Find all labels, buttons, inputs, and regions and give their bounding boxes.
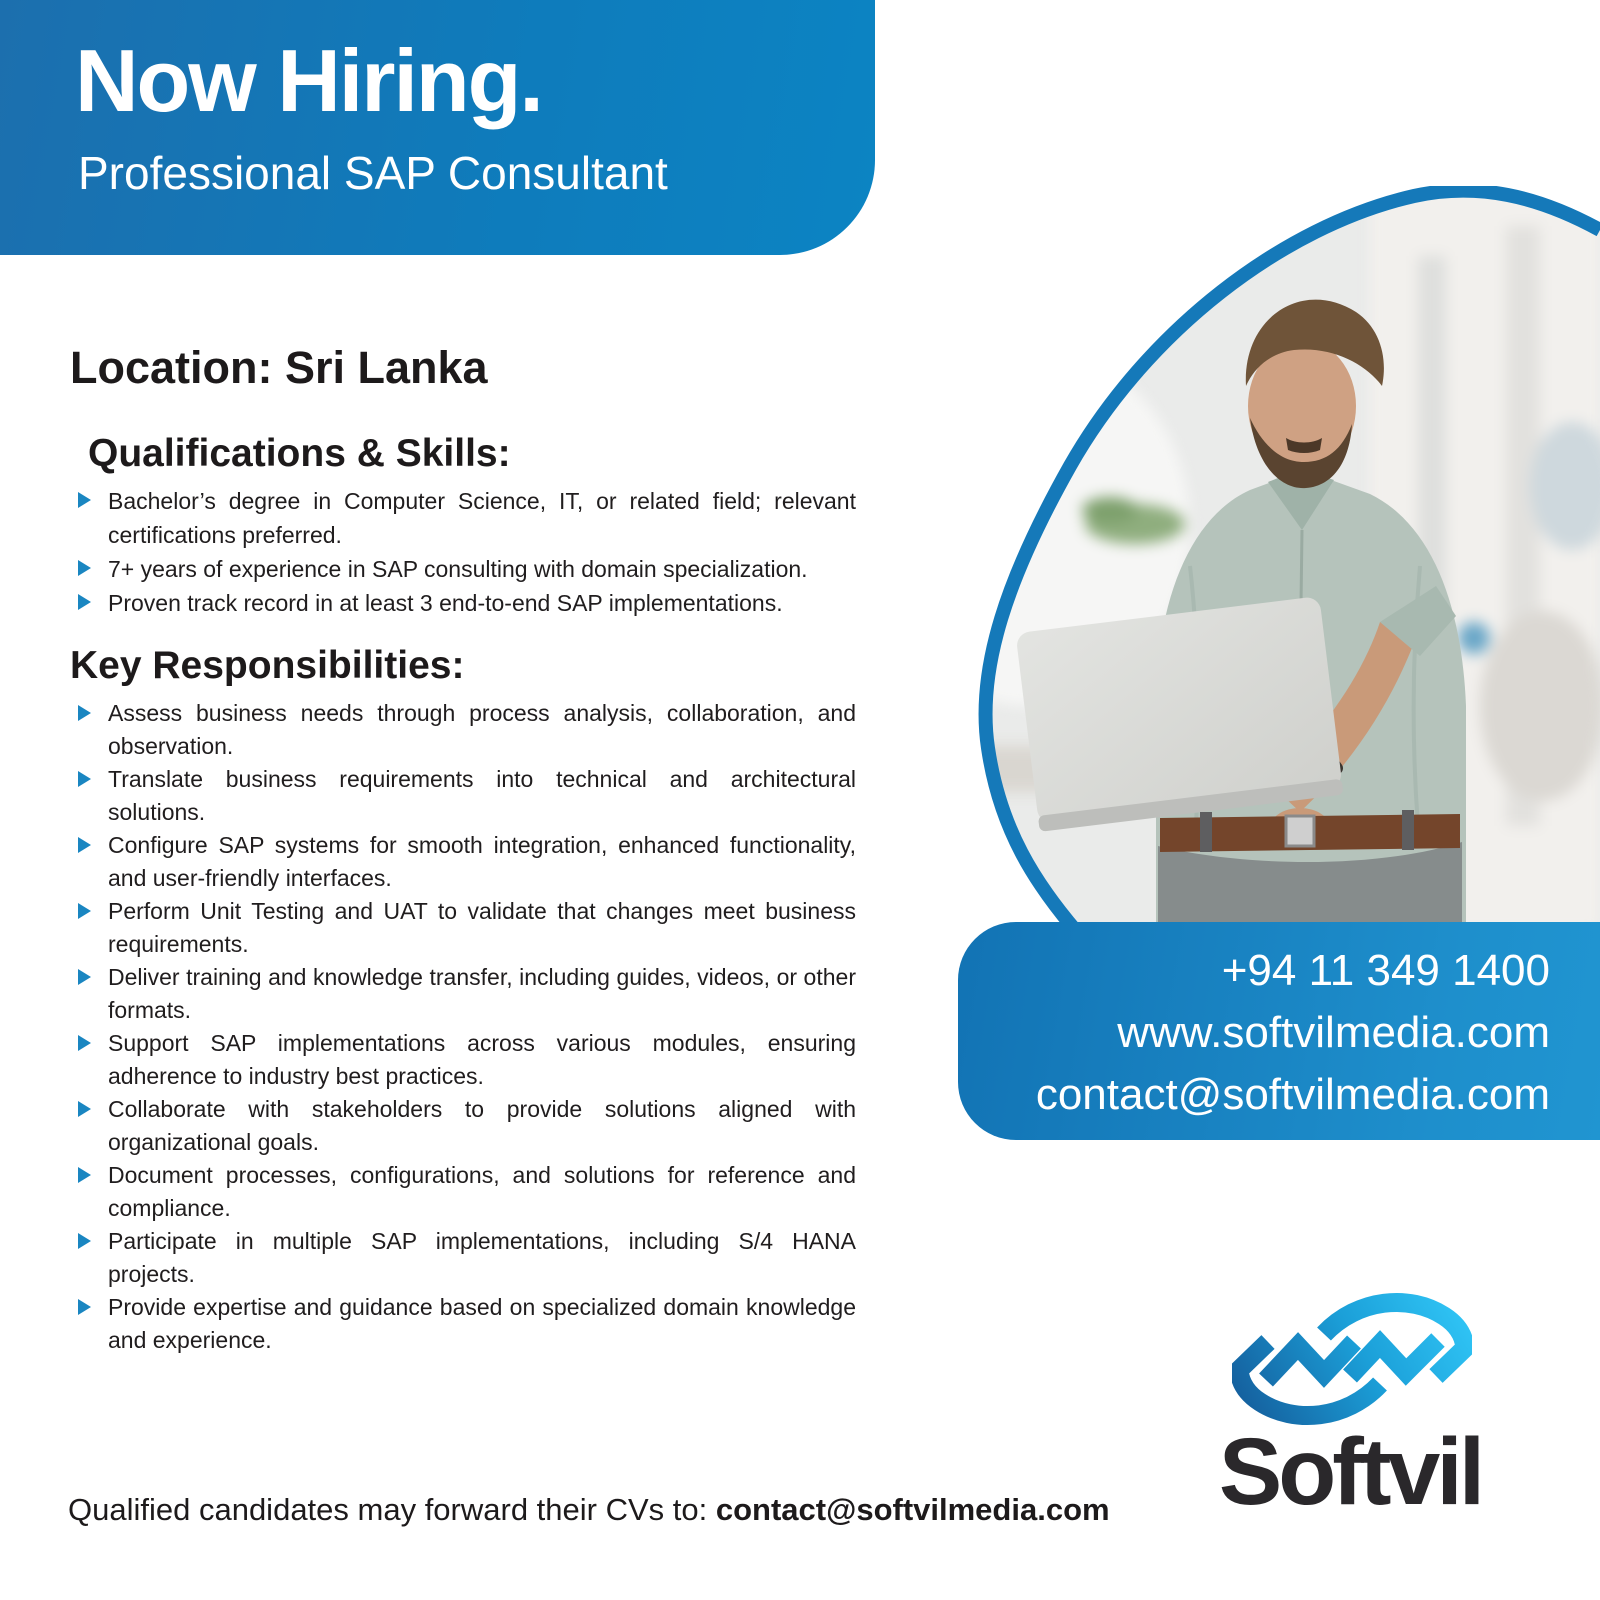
bullet-arrow-icon — [78, 1167, 91, 1183]
responsibilities-heading: Key Responsibilities: — [70, 644, 465, 687]
responsibility-item — [78, 1027, 856, 1093]
qualification-item — [78, 552, 856, 586]
responsibility-item-text: Support SAP implementations across various modules, ensuring adherence to industry best practices. — [108, 1030, 856, 1089]
responsibility-item — [78, 1291, 856, 1357]
page-title: Now Hiring. — [75, 31, 542, 130]
responsibility-item — [78, 1159, 856, 1225]
softvil-link-eye-icon — [1232, 1288, 1472, 1428]
responsibility-item-text: Collaborate with stakeholders to provide solutions aligned with organizational goals. — [108, 1096, 856, 1155]
bullet-arrow-icon — [78, 903, 91, 919]
footer-email: contact@softvilmedia.com — [715, 1492, 1110, 1527]
softvil-wordmark: Softvil — [1218, 1419, 1482, 1525]
responsibility-item-text: Document processes, configurations, and solutions for reference and compliance. — [108, 1162, 856, 1221]
bullet-arrow-icon — [78, 969, 91, 985]
qualification-item-text: 7+ years of experience in SAP consulting with domain specialization. — [108, 556, 808, 582]
bullet-arrow-icon — [78, 1299, 91, 1315]
bullet-arrow-icon — [78, 560, 91, 576]
page-subtitle: Professional SAP Consultant — [78, 147, 668, 199]
responsibility-item — [78, 961, 856, 1027]
qualification-item — [78, 484, 856, 552]
bullet-arrow-icon — [78, 1035, 91, 1051]
responsibilities-list — [78, 697, 856, 1357]
responsibility-item — [78, 697, 856, 763]
bullet-arrow-icon — [78, 771, 91, 787]
consultant-photo — [950, 186, 1600, 931]
bullet-arrow-icon — [78, 1233, 91, 1249]
qualification-item — [78, 586, 856, 620]
responsibility-item-text: Assess business needs through process analysis, collaboration, and observation. — [108, 700, 856, 759]
contact-website: www.softvilmedia.com — [1117, 1008, 1550, 1057]
responsibility-item-text: Translate business requirements into technical and architectural solutions. — [108, 766, 856, 825]
bullet-arrow-icon — [78, 594, 91, 610]
qualifications-list — [78, 484, 856, 620]
responsibility-item-text: Provide expertise and guidance based on specialized domain knowledge and experience. — [108, 1294, 856, 1353]
responsibility-item — [78, 829, 856, 895]
consultant-photo-svg — [950, 186, 1600, 931]
footer-cta — [68, 1492, 1110, 1528]
footer-text: Qualified candidates may forward their CVs to: — [68, 1492, 716, 1527]
header-banner — [0, 0, 875, 255]
responsibility-item — [78, 895, 856, 961]
bullet-arrow-icon — [78, 492, 91, 508]
contact-email: contact@softvilmedia.com — [1035, 1070, 1550, 1119]
laptop — [1015, 596, 1343, 832]
location-heading: Location: Sri Lanka — [70, 342, 488, 393]
responsibility-item-text: Deliver training and knowledge transfer, including guides, videos, or other formats. — [108, 964, 856, 1023]
responsibility-item — [78, 1225, 856, 1291]
responsibility-item-text: Configure SAP systems for smooth integration, enhanced functionality, and user-friendly interfaces. — [108, 832, 856, 891]
contact-card — [958, 922, 1600, 1140]
bullet-arrow-icon — [78, 837, 91, 853]
responsibility-item-text: Perform Unit Testing and UAT to validate that changes meet business requirements. — [108, 898, 856, 957]
responsibility-item-text: Participate in multiple SAP implementations, including S/4 HANA projects. — [108, 1228, 856, 1287]
qualification-item-text: Bachelor’s degree in Computer Science, IT, or related field; relevant certifications preferred. — [108, 488, 856, 548]
qualification-item-text: Proven track record in at least 3 end-to-end SAP implementations. — [108, 590, 783, 616]
contact-phone: +94 11 349 1400 — [1221, 946, 1550, 995]
bullet-arrow-icon — [78, 705, 91, 721]
bullet-arrow-icon — [78, 1101, 91, 1117]
responsibility-item — [78, 1093, 856, 1159]
responsibility-item — [78, 763, 856, 829]
qualifications-heading: Qualifications & Skills: — [88, 432, 511, 475]
